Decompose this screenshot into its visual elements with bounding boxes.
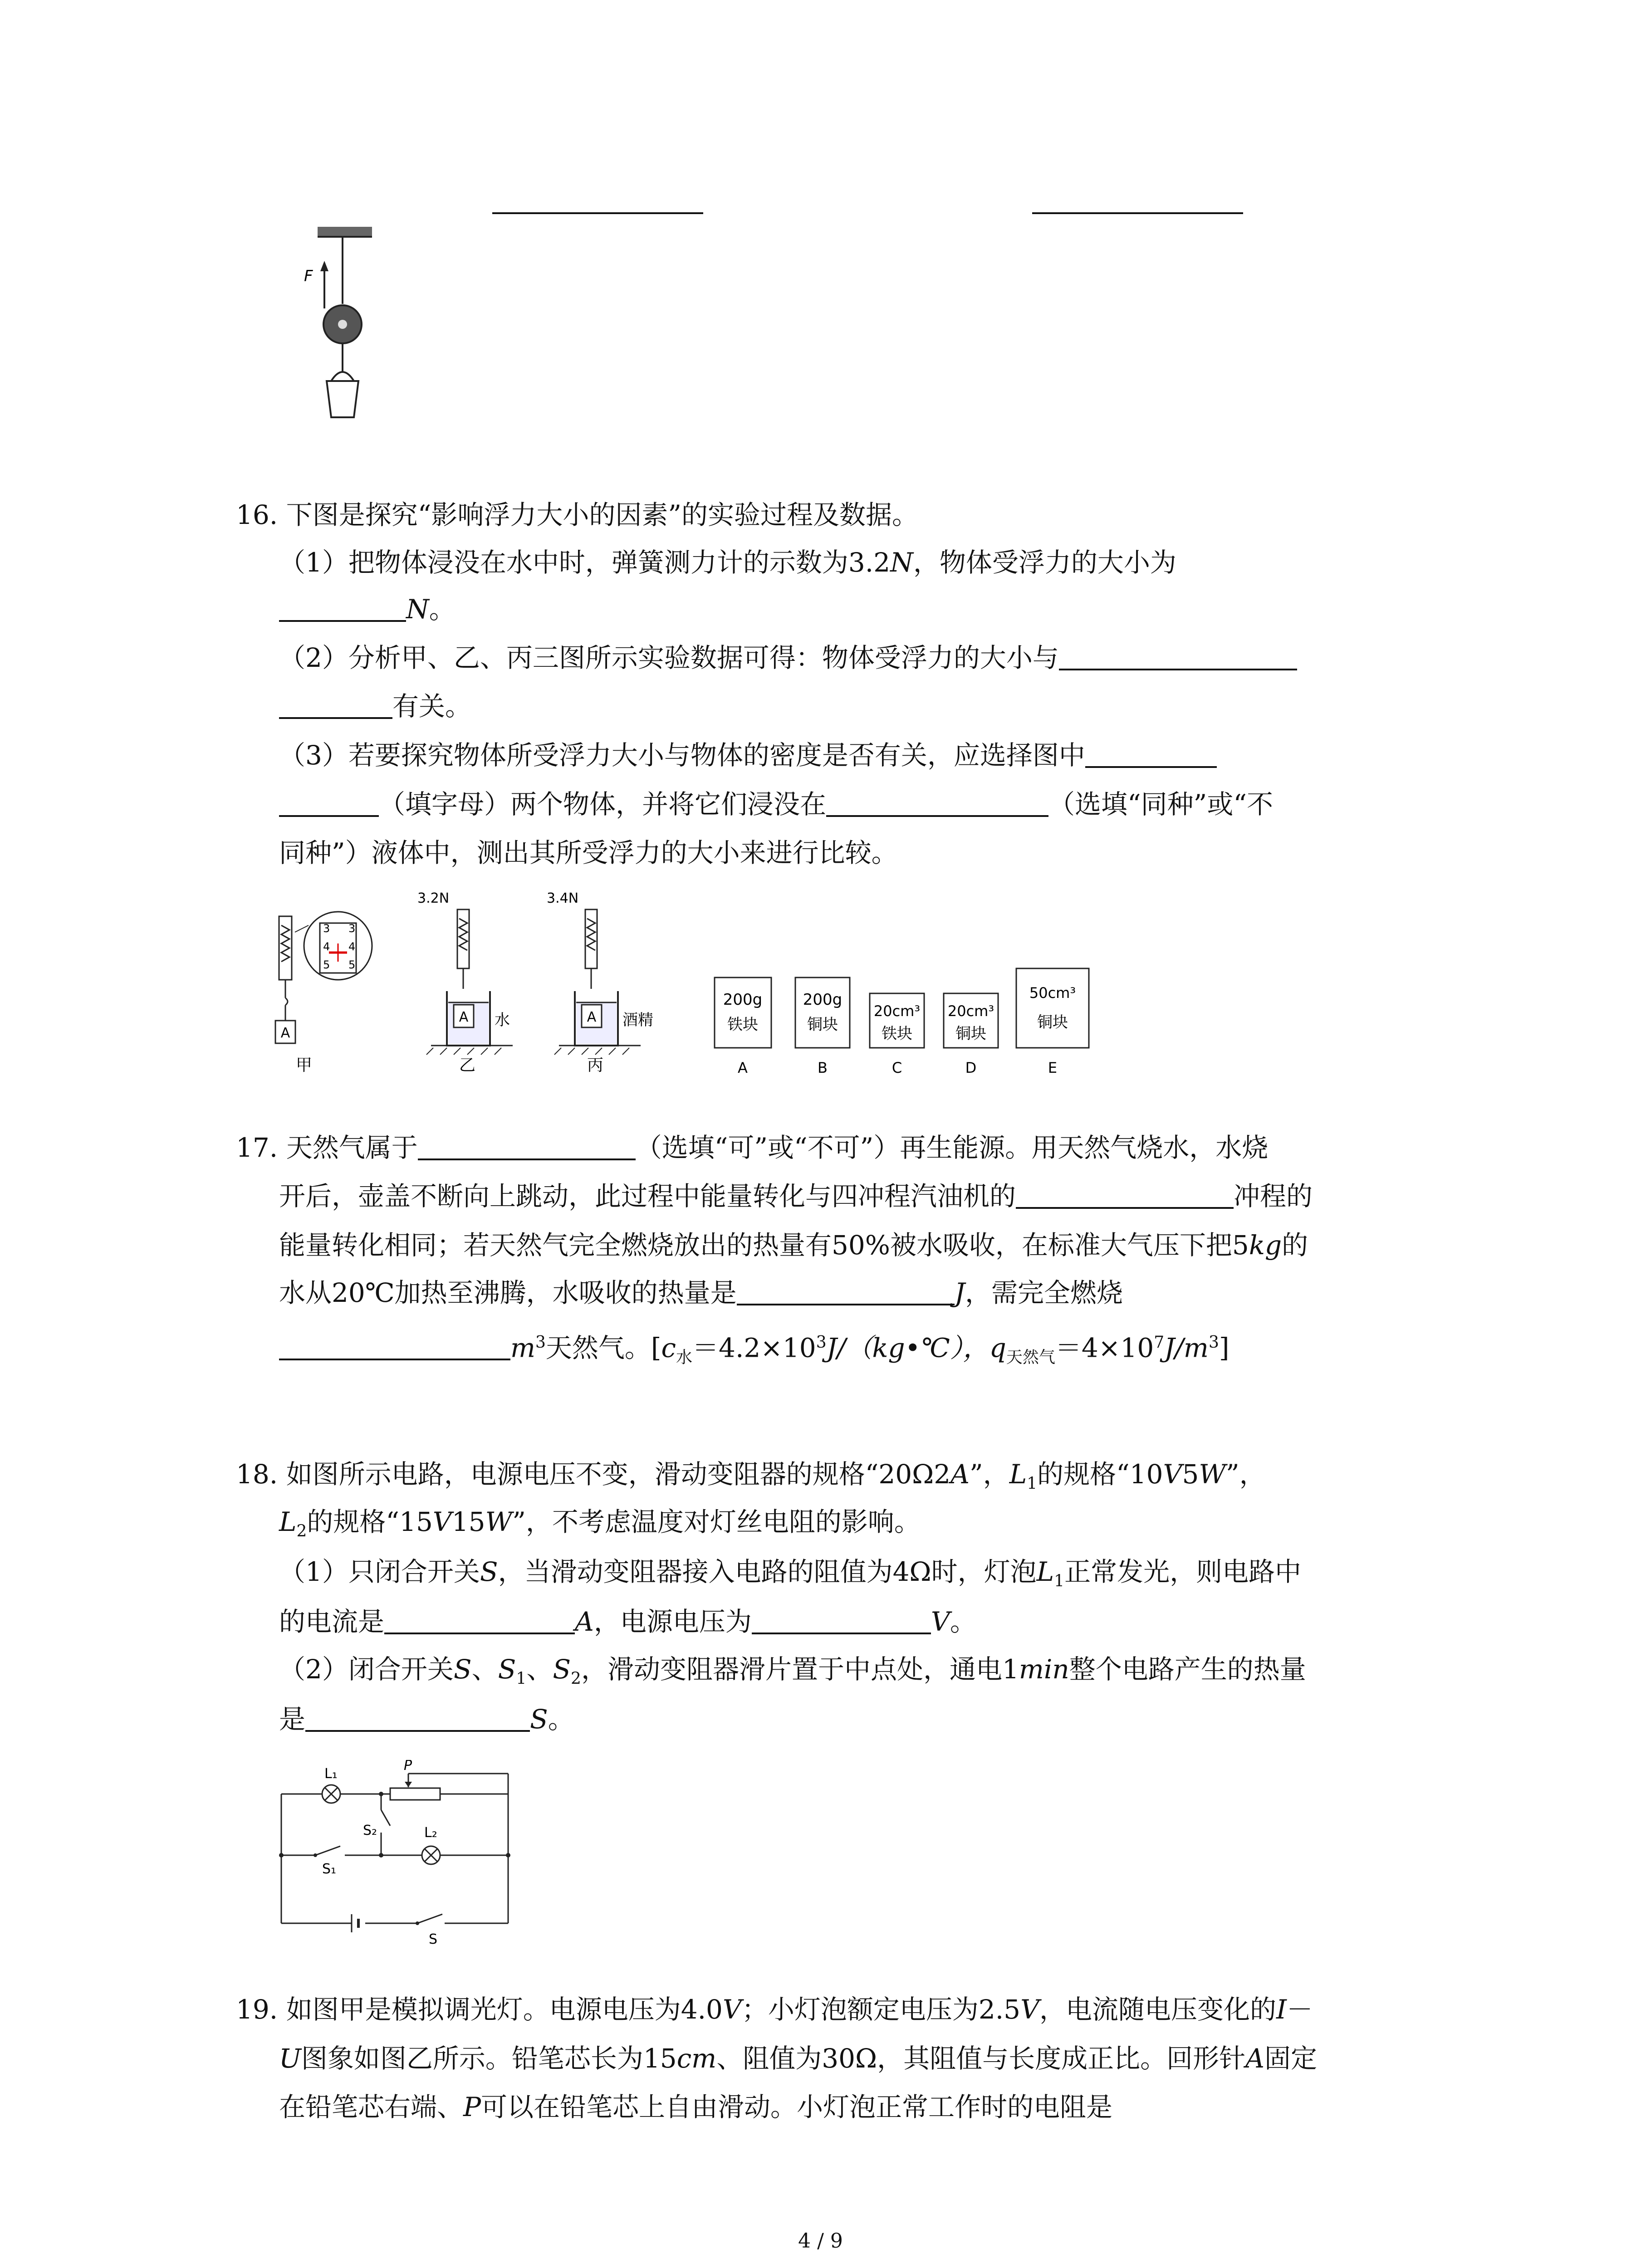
block-A bbox=[715, 978, 771, 1076]
page-number: 4 / 9 bbox=[798, 2229, 843, 2253]
block-C bbox=[870, 993, 924, 1076]
q19-line1: 19. 如图甲是模拟调光灯。电源电压为4.0V；小灯泡额定电压为2.5V，电流随电压变化的I－ bbox=[236, 1994, 1313, 2025]
answer-blank[interactable] bbox=[279, 594, 406, 622]
q18-line2: $L_2$的规格“15V15W”，不考虑温度对灯丝电阻的影响。 bbox=[279, 1506, 921, 1541]
q17-line1: 17. 天然气属于 （选填“可”或“不可”）再生能源。用天然气烧水，水烧 bbox=[236, 1132, 1269, 1163]
q18-line6: 是 S。 bbox=[279, 1704, 574, 1735]
svg-text:铁块: 铁块 bbox=[727, 1016, 758, 1034]
svg-text:铁块: 铁块 bbox=[882, 1025, 912, 1043]
svg-text:50cm³: 50cm³ bbox=[1029, 984, 1076, 1002]
svg-text:A: A bbox=[587, 1009, 597, 1025]
q16-part3-end: 同种”）液体中，测出其所受浮力的大小来进行比较。 bbox=[279, 837, 898, 868]
q19-line2: U图象如图乙所示。铅笔芯长为15cm、阻值为30Ω，其阻值与长度成正比。回形针A固定 bbox=[279, 2043, 1317, 2074]
q16-part2-cont: 有关。 bbox=[279, 690, 471, 722]
q16-part2: （2）分析甲、乙、丙三图所示实验数据可得：物体受浮力的大小与 bbox=[279, 642, 1297, 674]
answer-blank[interactable] bbox=[418, 1132, 636, 1160]
svg-text:P: P bbox=[404, 1760, 412, 1774]
q16-part3-cont: （填字母）两个物体，并将它们浸没在 （选填“同种”或“不 bbox=[279, 788, 1273, 820]
beaker-yi bbox=[417, 890, 513, 1075]
q17-line2: 开后，壶盖不断向上跳动，此过程中能量转化与四冲程汽油机的 冲程的 bbox=[279, 1181, 1313, 1212]
answer-blank[interactable] bbox=[1016, 1181, 1234, 1209]
svg-text:铜块: 铜块 bbox=[955, 1025, 986, 1043]
block-B bbox=[795, 978, 850, 1076]
svg-text:200g: 200g bbox=[803, 991, 843, 1009]
svg-text:L₁: L₁ bbox=[324, 1766, 338, 1782]
svg-text:S₂: S₂ bbox=[363, 1823, 377, 1838]
svg-text:3: 3 bbox=[348, 922, 356, 935]
answer-blank[interactable] bbox=[1032, 212, 1243, 214]
q16-part3: （3）若要探究物体所受浮力大小与物体的密度是否有关，应选择图中 bbox=[279, 739, 1217, 771]
q16-part1: （1）把物体浸没在水中时，弹簧测力计的示数为3.2N，物体受浮力的大小为 bbox=[279, 547, 1176, 578]
q17-line4: 水从20℃加热至沸腾，水吸收的热量是 J，需完全燃烧 bbox=[279, 1277, 1123, 1308]
spring-scale-jia bbox=[275, 912, 372, 1075]
q17-line3: 能量转化相同；若天然气完全燃烧放出的热量有50%被水吸收，在标准大气压下把5kg的 bbox=[279, 1230, 1308, 1261]
q18-line4: 的电流是 A，电源电压为 V。 bbox=[279, 1606, 976, 1637]
answer-blank[interactable] bbox=[1059, 642, 1297, 670]
svg-text:水: 水 bbox=[495, 1011, 510, 1029]
answer-blank[interactable] bbox=[737, 1277, 955, 1305]
svg-text:5: 5 bbox=[348, 958, 356, 971]
beaker-bing bbox=[547, 890, 653, 1075]
q17-line5: $m^3$天然气。[$c_水=4.2\times 10^3J/(kg•℃)$，$q_{天然气}=4\times 10^7J/m^3$] bbox=[279, 1327, 1229, 1374]
answer-blank[interactable] bbox=[279, 1332, 510, 1360]
block-E bbox=[1016, 968, 1089, 1076]
q18-line1: 18. 如图所示电路，电源电压不变，滑动变阻器的规格“20Ω2A”，$L_1$的规格“10V5W”， bbox=[236, 1459, 1266, 1493]
svg-text:3.4N: 3.4N bbox=[547, 890, 579, 906]
svg-text:4: 4 bbox=[323, 940, 330, 953]
figure-label-bing: 丙 bbox=[587, 1056, 604, 1075]
svg-text:200g: 200g bbox=[723, 991, 763, 1009]
answer-blank[interactable] bbox=[279, 691, 392, 719]
figure-label-yi: 乙 bbox=[459, 1056, 476, 1075]
pulley-figure bbox=[290, 218, 399, 435]
svg-text:S₁: S₁ bbox=[322, 1861, 337, 1877]
block-D bbox=[944, 993, 998, 1076]
svg-text:A: A bbox=[459, 1009, 469, 1025]
figure-label-jia: 甲 bbox=[295, 1056, 313, 1075]
q16-stem: 16. 下图是探究“影响浮力大小的因素”的实验过程及数据。 bbox=[236, 499, 918, 530]
answer-blank[interactable] bbox=[305, 1704, 530, 1732]
svg-text:铜块: 铜块 bbox=[807, 1016, 838, 1034]
svg-text:铜块: 铜块 bbox=[1037, 1013, 1068, 1031]
answer-blank[interactable] bbox=[1085, 740, 1217, 768]
svg-text:4: 4 bbox=[348, 940, 356, 953]
svg-text:酒精: 酒精 bbox=[622, 1011, 653, 1029]
answer-blank[interactable] bbox=[826, 789, 1048, 817]
svg-text:5: 5 bbox=[323, 958, 330, 971]
q16-part1-answer: N。 bbox=[279, 593, 456, 625]
svg-text:A: A bbox=[738, 1059, 748, 1076]
circuit-diagram bbox=[272, 1760, 526, 1950]
buoyancy-experiment-figure bbox=[268, 889, 1112, 1080]
svg-text:A: A bbox=[280, 1025, 290, 1041]
answer-blank[interactable] bbox=[752, 1606, 931, 1634]
force-label: F bbox=[304, 267, 313, 285]
svg-text:D: D bbox=[965, 1059, 977, 1076]
svg-text:20cm³: 20cm³ bbox=[947, 1002, 994, 1020]
svg-text:S: S bbox=[429, 1931, 438, 1947]
q18-line5: （2）闭合开关S、$S_1$、$S_2$，滑动变阻器滑片置于中点处，通电1min整个电路产生的热量 bbox=[279, 1654, 1306, 1688]
answer-blank[interactable] bbox=[279, 789, 379, 817]
q18-line3: （1）只闭合开关S，当滑动变阻器接入电路的阻值为4Ω时，灯泡$L_1$正常发光，则电路中 bbox=[279, 1556, 1302, 1591]
q19-line3: 在铅笔芯右端、P可以在铅笔芯上自由滑动。小灯泡正常工作时的电阻是 bbox=[279, 2092, 1113, 2122]
answer-blank[interactable] bbox=[492, 212, 703, 214]
svg-text:3: 3 bbox=[323, 922, 330, 935]
svg-text:C: C bbox=[892, 1059, 902, 1076]
svg-text:3.2N: 3.2N bbox=[417, 890, 450, 906]
svg-text:B: B bbox=[818, 1059, 828, 1076]
svg-text:20cm³: 20cm³ bbox=[873, 1002, 921, 1020]
svg-text:L₂: L₂ bbox=[424, 1825, 437, 1841]
answer-blank[interactable] bbox=[384, 1606, 575, 1634]
svg-text:E: E bbox=[1048, 1059, 1058, 1076]
